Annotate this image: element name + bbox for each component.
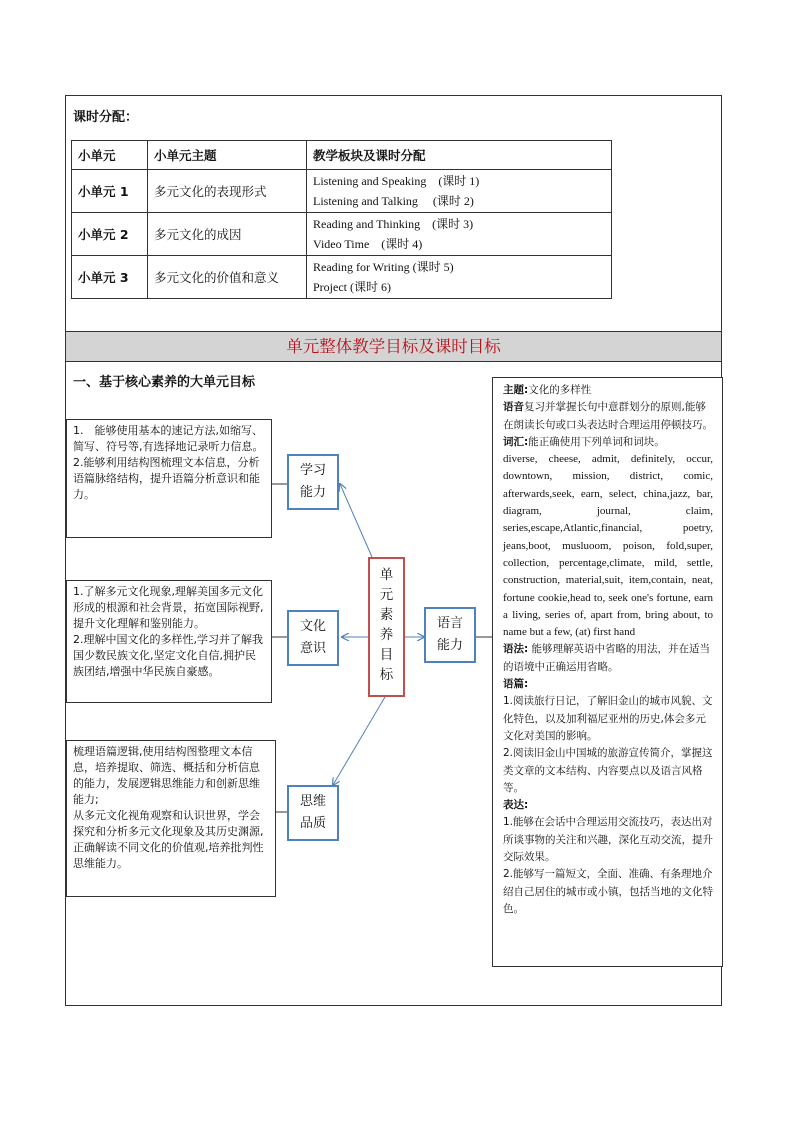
expression-item: 2.能够写一篇短文，全面、准确、有条理地介绍自己居住的城市或小镇，包括当地的文化特色。 bbox=[503, 868, 713, 915]
discourse-item: 1.阅读旅行日记，了解旧金山的城市风貌、文化特色，以及加利福尼亚州的历史,体会多元文化对美国的影响。 bbox=[503, 695, 713, 742]
skill-label: 意识 bbox=[299, 641, 326, 656]
skill-label: 学习 bbox=[299, 463, 326, 478]
allocation-title: 课时分配： bbox=[73, 110, 139, 125]
section-heading: 一、基于核心素养的大单元目标 bbox=[73, 375, 256, 390]
lesson-item: Listening and Talking (课时 2) bbox=[313, 194, 474, 208]
expression-item: 1.能够在会话中合理运用交流技巧，表达出对所谈事物的关注和兴趣，深化互动交流，提升交际效果。 bbox=[503, 816, 713, 864]
pronunciation-text: 复习并掌握长句中意群划分的原则,能够在朗读长句或口头表达时合理运用停顿技巧。 bbox=[503, 401, 713, 431]
lesson-item: Project (课时 6) bbox=[313, 280, 391, 294]
skill-label: 思维 bbox=[299, 794, 326, 809]
culture-goals-box bbox=[66, 580, 272, 703]
lesson-item: Reading for Writing (课时 5) bbox=[313, 260, 454, 274]
header-unit: 小单元 bbox=[72, 141, 148, 170]
skill-label: 文化 bbox=[299, 619, 326, 634]
learning-goals-box bbox=[66, 419, 272, 538]
thinking-quality-box bbox=[287, 785, 339, 841]
grammar-line bbox=[503, 641, 713, 676]
vocab-label: 词汇: bbox=[503, 435, 529, 448]
language-details-box bbox=[492, 377, 723, 967]
theme-label: 主题: bbox=[503, 384, 529, 396]
skill-label: 语言 bbox=[436, 616, 463, 631]
discourse-item: 2.阅读旧金山中国城的旅游宣传简介，掌握这类文章的文本结构、内容要点以及语言风格等。 bbox=[503, 747, 713, 794]
theme-cell: 多元文化的表现形式 bbox=[148, 170, 307, 213]
learning-goal-1: 1. 能够使用基本的速记方法,如缩写、简写、符号等,有选择地记录听力信息。 bbox=[73, 424, 264, 453]
grammar-label: 语法: bbox=[503, 643, 529, 656]
expression-label: 表达: bbox=[503, 799, 529, 812]
culture-goal-2: 2.理解中国文化的多样性,学习并了解我国少数民族文化,坚定文化自信,拥护民族团结,增强中华民族自豪感。 bbox=[73, 633, 263, 678]
center-char: 标 bbox=[379, 667, 394, 683]
skill-label: 能力 bbox=[299, 485, 326, 500]
pronunciation-label: 语音 bbox=[503, 401, 524, 414]
grammar-text: 能够理解英语中省略的用法，并在适当的语境中正确运用省略。 bbox=[503, 643, 711, 673]
theme-line bbox=[503, 382, 713, 399]
connector-to-learning bbox=[340, 484, 372, 557]
thinking-goals-box bbox=[66, 740, 276, 897]
lesson-item: Listening and Speaking (课时 1) bbox=[313, 174, 480, 188]
culture-goal-1: 1.了解多元文化现象,理解美国多元文化形成的根源和社会背景，拓宽国际视野,提升文化理解和鉴别能力。 bbox=[73, 585, 264, 630]
discourse-label: 语篇: bbox=[503, 678, 529, 691]
section-banner: 单元整体教学目标及课时目标 bbox=[66, 331, 721, 362]
core-literacy-goal-box bbox=[368, 557, 405, 697]
language-ability-box bbox=[424, 607, 476, 663]
skill-label: 品质 bbox=[299, 816, 326, 831]
theme-cell: 多元文化的价值和意义 bbox=[148, 256, 307, 299]
learning-ability-box bbox=[287, 454, 339, 510]
header-theme: 小单元主题 bbox=[148, 141, 307, 170]
unit-cell: 小单元 2 bbox=[72, 213, 148, 256]
theme-text: 文化的多样性 bbox=[528, 384, 592, 396]
center-char: 素 bbox=[379, 607, 394, 623]
theme-cell: 多元文化的成因 bbox=[148, 213, 307, 256]
lesson-item: Reading and Thinking (课时 3) bbox=[313, 217, 474, 231]
unit-cell: 小单元 3 bbox=[72, 256, 148, 299]
pronunciation-line bbox=[503, 399, 713, 434]
center-char: 养 bbox=[379, 627, 394, 643]
thinking-goal-1: 梳理语篇逻辑,使用结构图整理文本信息，培养提取、筛选、概括和分析信息的能力，发展逻辑思维能力和创新思维能力; bbox=[73, 745, 260, 806]
vocab-line bbox=[503, 434, 713, 451]
header-lessons: 教学板块及课时分配 bbox=[307, 141, 612, 170]
learning-goal-2: 2.能够利用结构图梳理文本信息，分析语篇脉络结构，提升语篇分析意识和能力。 bbox=[73, 456, 260, 501]
skill-label: 能力 bbox=[436, 638, 463, 653]
connector-to-thinking bbox=[333, 697, 385, 785]
center-char: 目 bbox=[379, 647, 394, 663]
thinking-goal-2: 从多元文化视角观察和认识世界，学会探究和分析多元文化现象及其历史渊源,正确解读不同文化的价值观,培养批判性思维能力。 bbox=[73, 809, 264, 870]
vocab-text: 能正确使用下列单词和词块。 bbox=[528, 435, 665, 448]
culture-awareness-box bbox=[287, 610, 339, 666]
vocab-words: diverse, cheese, admit, definitely, occur, downtown, mission, district, comic, afterwards,seek, earn, select, china,jazz, bar, diagram, journal, claim, series,escape,Atlantic,financial, poetry, jeans,boot, musluoom, poison, fold,super, collection, percentage,climate, mild, settle, construction, material,suit, item,contain, neat, fortune cookie,head to, seek one's fortune, earn a living, series of, apart from, bring about, to name but a few, (at) first hand bbox=[503, 453, 713, 639]
center-char: 元 bbox=[379, 587, 394, 603]
center-char: 单 bbox=[379, 567, 394, 583]
unit-cell: 小单元 1 bbox=[72, 170, 148, 213]
lesson-item: Video Time (课时 4) bbox=[313, 237, 423, 251]
